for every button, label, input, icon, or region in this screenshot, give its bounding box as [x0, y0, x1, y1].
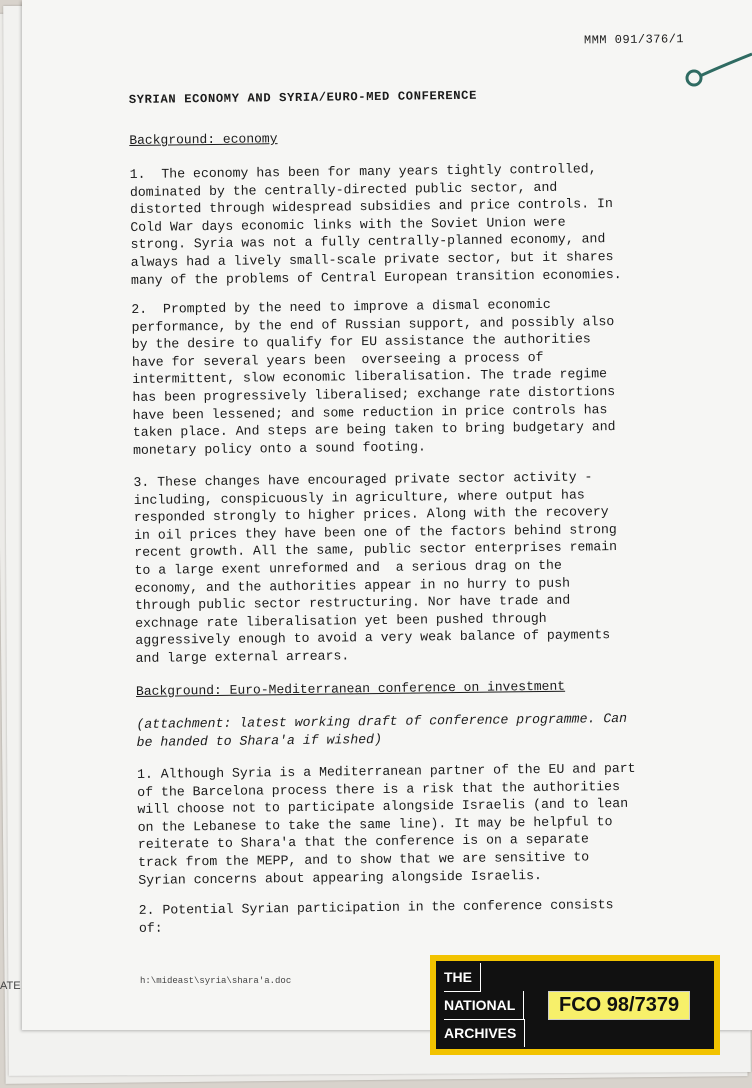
- economy-paragraph-1: 1. The economy has been for many years tightly controlled, dominated by the centrally-directed public sector, and distorted through widespread subsidies and price controls. In Cold War days economic links with the Soviet Union were strong. Syria was not a fully centrally-planned economy, and always had a lively small-scale private sector, but it shares many of the problems of Central European transition economies.: [129, 161, 622, 288]
- attachment-note: (attachment: latest working draft of conference programme. Can be handed to Shara'a if wished): [136, 710, 628, 750]
- conference-paragraph-1: 1. Although Syria is a Mediterranean partner of the EU and part of the Barcelona process there is a risk that the authorities will choose not to participate alongside Israelis (and to lean on the Lebanese to take the same line). It may be helpful to reiterate to Shara'a that the conference is on a separate track from the MEPP, and to show that we are sensitive to Syrian concerns about appearing alongside Israelis.: [136, 760, 636, 888]
- national-archives-badge: [430, 955, 720, 1055]
- section-heading-economy: Background: economy: [129, 131, 278, 148]
- conference-paragraph-2: 2. Potential Syrian participation in the conference consists of:: [138, 897, 614, 936]
- document-body: [128, 29, 688, 936]
- page-title: SYRIAN ECONOMY AND SYRIA/EURO-MED CONFERENCE: [128, 88, 478, 107]
- economy-paragraph-2: 2. Prompted by the need to improve a dismal economic performance, by the end of Russian support, and possibly also by the desire to qualify for EU assistance the authorities have for several years been overseeing a process of intermittent, slow economic liberalisation. The trade regime has been progressively liberalised; exchange rate distortions have been lessened; and some reduction in price controls has taken place. And steps are being taken to bring budgetary and monetary policy onto a sound footing.: [131, 296, 616, 458]
- footer-file-path: h:\mideast\syria\shara'a.doc: [140, 976, 292, 986]
- logo-line-archives: ARCHIVES: [444, 1019, 525, 1047]
- edge-text-fragment: ATE: [0, 980, 21, 992]
- economy-paragraph-3: 3. These changes have encouraged private sector activity - including, conspicuously in agriculture, where output has responded strongly to higher prices. Along with the recovery in oil prices they have been one of the factors behind strong recent growth. All the same, public sector enterprises remain to a large exent unreformed and a serious drag on the economy, and the authorities appear in no hurry to push through public sector restructuring. Nor have trade and exchnage rate liberalisation yet been pushed through aggressively enough to avoid a very weak balance of payments and large external arrears.: [133, 469, 618, 666]
- logo-line-national: NATIONAL: [444, 991, 524, 1020]
- treasury-tag-string-icon: [642, 48, 752, 88]
- section-heading-conference: Background: Euro-Mediterranean conference on investment: [135, 678, 566, 699]
- archive-reference-label: FCO 98/7379: [548, 991, 690, 1020]
- logo-line-the: THE: [444, 963, 481, 992]
- archives-logo: [436, 961, 522, 1049]
- file-reference: MMM 091/376/1: [583, 32, 685, 48]
- document-page: [22, 0, 752, 1030]
